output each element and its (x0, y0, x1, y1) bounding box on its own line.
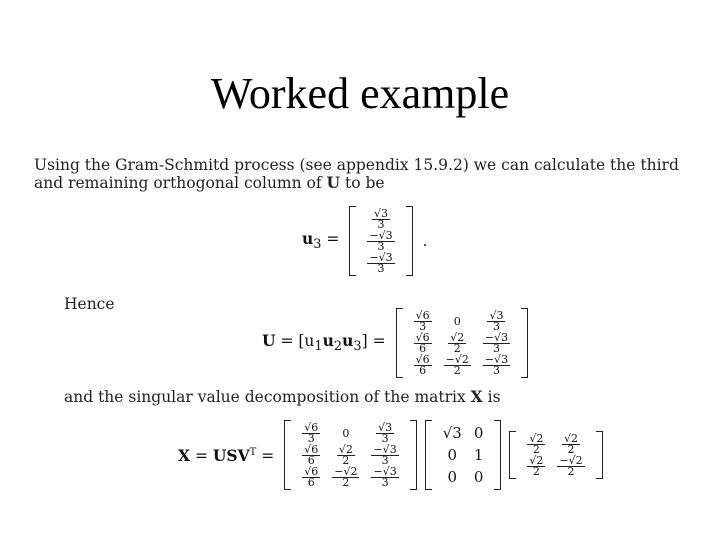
matrix-entry (487, 310, 505, 332)
matrix-column (483, 310, 510, 376)
fraction (414, 308, 432, 333)
numerator: −√3 (373, 442, 397, 456)
left-bracket (349, 206, 356, 276)
u3-subscript: 3 (313, 237, 322, 253)
denominator: 6 (419, 363, 427, 377)
fraction (302, 464, 320, 489)
denominator: 6 (419, 341, 427, 355)
fraction (557, 453, 584, 478)
matrix-entry (302, 444, 320, 466)
denominator: 3 (377, 239, 385, 253)
fraction (372, 206, 390, 231)
matrix-column (557, 433, 584, 477)
matrix-entry (371, 444, 398, 466)
matrix-entry: 1 (473, 445, 484, 464)
matrix-entry: 0 (447, 467, 458, 486)
numerator: √3 (374, 206, 389, 220)
numerator: √6 (415, 352, 430, 366)
matrix-entry (414, 354, 432, 376)
matrix-entry (557, 455, 584, 477)
matrix-column (332, 422, 359, 488)
u3-period: . (422, 232, 428, 250)
denominator: 2 (342, 475, 350, 489)
numerator: −√3 (369, 228, 393, 242)
equation-u3 (302, 206, 427, 276)
svd-text-1: and the singular value decomposition of the matrix (64, 388, 471, 406)
numerator: √2 (563, 431, 578, 445)
U-u3: u (342, 331, 354, 351)
matrix-entry: 0 (453, 314, 461, 328)
fraction (483, 330, 510, 355)
denominator: 6 (307, 453, 315, 467)
svd-usv: USV (212, 445, 250, 465)
left-bracket (396, 308, 403, 378)
intro-text-1: Using the Gram-Schmitd process (see appendix 15.9.2) we can calculate the third and remaining orthogonal column of (34, 156, 679, 192)
fraction (302, 442, 320, 467)
numerator: √2 (529, 431, 544, 445)
U-u2: u (322, 331, 334, 351)
matrix-column (302, 422, 320, 488)
fraction (527, 431, 545, 456)
svd-U-matrix (284, 420, 416, 490)
matrix-body (516, 431, 595, 479)
right-bracket (494, 420, 501, 490)
svd-transpose: T (249, 446, 257, 458)
matrix-entry (376, 422, 394, 444)
left-bracket (509, 431, 516, 479)
numerator: √3 (489, 308, 504, 322)
denominator: 3 (307, 431, 315, 445)
right-bracket (406, 206, 413, 276)
denominator: 2 (567, 464, 575, 478)
fraction (444, 352, 471, 377)
matrix-column (527, 433, 545, 477)
denominator: 3 (381, 453, 389, 467)
matrix-column (371, 422, 398, 488)
U-matrix (396, 308, 528, 378)
slide-title: Worked example (210, 69, 510, 118)
numerator: √6 (415, 308, 430, 322)
numerator: −√3 (484, 352, 509, 366)
matrix-entry (414, 310, 432, 332)
svd-eq: = (190, 446, 213, 465)
right-bracket (596, 431, 603, 479)
matrix-column (414, 310, 432, 376)
numerator: −√2 (445, 352, 469, 366)
matrix-entry: 0 (447, 445, 458, 464)
equation-U (262, 308, 532, 378)
matrix-entry (414, 332, 432, 354)
intro-bold-u: U (326, 173, 341, 192)
denominator: 3 (377, 261, 385, 275)
fraction (414, 352, 432, 377)
fraction (414, 330, 432, 355)
numerator: √2 (450, 330, 465, 344)
matrix-entry (527, 433, 545, 455)
numerator: −√3 (373, 464, 397, 478)
u3-lhs (302, 229, 339, 252)
matrix-entry (302, 422, 320, 444)
equation-svd (178, 420, 607, 490)
u3-equals: = (321, 230, 340, 249)
matrix-entry: 0 (473, 467, 484, 486)
svd-S-matrix (425, 420, 502, 490)
matrix-entry (332, 466, 359, 488)
U-sub-3: 3 (353, 339, 362, 355)
fraction (367, 228, 394, 253)
svd-lhs (178, 446, 274, 465)
matrix-entry (527, 455, 545, 477)
denominator: 3 (492, 319, 500, 333)
denominator: 3 (381, 475, 389, 489)
matrix-entry (448, 332, 466, 354)
right-bracket (410, 420, 417, 490)
fraction (332, 464, 359, 489)
denominator: 2 (342, 453, 350, 467)
matrix-column (474, 422, 484, 488)
matrix-entry (483, 332, 510, 354)
svd-bold-x: X (470, 387, 483, 406)
denominator: 3 (377, 217, 385, 231)
matrix-entry: 0 (473, 423, 484, 442)
matrix-entry (444, 354, 471, 376)
matrix-entry (371, 466, 398, 488)
matrix-entry (337, 444, 355, 466)
intro-text-2: to be (340, 174, 385, 192)
numerator: √2 (338, 442, 353, 456)
matrix-body (356, 206, 405, 276)
matrix-entry (562, 433, 580, 455)
fraction (371, 464, 398, 489)
intro-paragraph (34, 156, 694, 192)
denominator: 6 (307, 475, 315, 489)
right-bracket (521, 308, 528, 378)
matrix-entry (367, 252, 394, 274)
matrix-entry (372, 208, 390, 230)
denominator: 3 (381, 431, 389, 445)
denominator: 3 (492, 341, 500, 355)
matrix-column (444, 310, 471, 376)
fraction (371, 442, 398, 467)
matrix-column (367, 208, 394, 274)
fraction (376, 420, 394, 445)
numerator: √6 (304, 442, 319, 456)
numerator: −√2 (334, 464, 358, 478)
U-open: = [u (275, 332, 315, 351)
u3-symbol: u (302, 229, 314, 249)
matrix-entry (367, 230, 394, 252)
numerator: −√3 (369, 250, 393, 264)
fraction (483, 352, 510, 377)
matrix-column (443, 422, 462, 488)
numerator: −√2 (559, 453, 583, 467)
matrix-entry: 0 (342, 426, 350, 440)
fraction (302, 420, 320, 445)
left-bracket (425, 420, 432, 490)
denominator: 2 (567, 442, 575, 456)
denominator: 2 (453, 341, 461, 355)
fraction (527, 453, 545, 478)
denominator: 3 (492, 363, 500, 377)
left-bracket (284, 420, 291, 490)
denominator: 2 (532, 464, 540, 478)
numerator: √6 (304, 420, 319, 434)
svd-x: X (178, 445, 191, 465)
fraction (487, 308, 505, 333)
fraction (448, 330, 466, 355)
matrix-body (432, 420, 495, 490)
numerator: √3 (378, 420, 393, 434)
U-symbol: U (262, 331, 276, 351)
U-sub-2: 2 (333, 339, 343, 355)
U-lhs (262, 331, 386, 354)
numerator: √6 (304, 464, 319, 478)
svd-V-matrix (509, 431, 602, 479)
numerator: √2 (529, 453, 544, 467)
matrix-body (291, 420, 409, 490)
U-close: ] = (361, 332, 386, 351)
fraction (562, 431, 580, 456)
denominator: 3 (419, 319, 427, 333)
svd-paragraph (64, 387, 501, 406)
matrix-entry (483, 354, 510, 376)
fraction (337, 442, 355, 467)
fraction (367, 250, 394, 275)
U-sub-1: 1 (314, 339, 323, 355)
numerator: −√3 (484, 330, 509, 344)
matrix-body (403, 308, 521, 378)
u3-vector (349, 206, 412, 276)
numerator: √6 (415, 330, 430, 344)
svd-text-2: is (482, 388, 501, 406)
denominator: 2 (532, 442, 540, 456)
hence-label: Hence (64, 295, 115, 313)
svd-eq2: = (256, 446, 275, 465)
matrix-entry (302, 466, 320, 488)
denominator: 2 (453, 363, 461, 377)
matrix-entry: √3 (442, 423, 462, 442)
